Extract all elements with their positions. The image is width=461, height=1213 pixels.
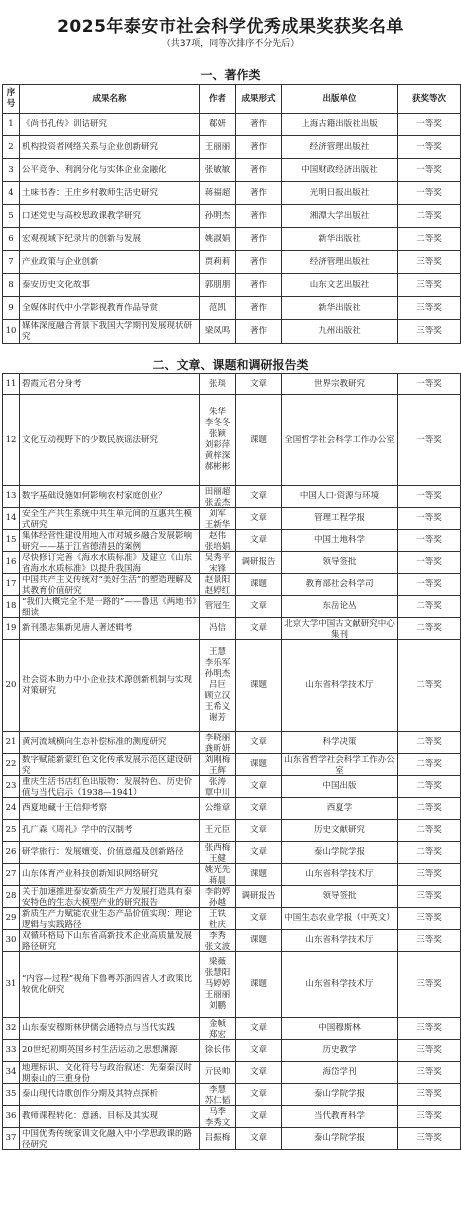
cell-form: 著作: [236, 114, 282, 136]
cell-form: 文章: [236, 908, 282, 930]
cell-name: 新刊墨志集新见唐人著述辑考: [20, 618, 200, 640]
table-row: [3, 274, 461, 297]
cell-number: 29: [3, 908, 20, 930]
table-row: [3, 508, 461, 530]
cell-form: 文章: [236, 596, 282, 618]
cell-award: 一等奖: [398, 395, 461, 486]
cell-name: “我们大概完全不是一路的”——鲁迅《两地书》细读: [20, 596, 200, 618]
cell-name: 双循环格局下山东省高新技术企业高质量发展路径研究: [20, 930, 200, 952]
cell-publisher: 东岳论丛: [282, 596, 398, 618]
cell-author: 梁凤鸣: [200, 320, 236, 344]
cell-form: 课题: [236, 864, 282, 886]
table-row: [3, 320, 461, 344]
cell-award: 三等奖: [398, 1084, 461, 1106]
cell-name: 中国优秀传统家训文化融入中小学思政课的路径研究: [20, 1128, 200, 1150]
table-header-row: [3, 85, 461, 114]
cell-author: 孙明杰: [200, 205, 236, 228]
cell-publisher: 当代教育科学: [282, 1106, 398, 1128]
cell-award: 一等奖: [398, 114, 461, 136]
header-form: 成果形式: [236, 85, 282, 114]
cell-number: 3: [3, 159, 20, 182]
cell-publisher: 北京大学中国古文献研究中心集刊: [282, 618, 398, 640]
cell-publisher: 山东文艺出版社: [282, 274, 398, 297]
cell-author: 公维章: [200, 798, 236, 820]
cell-form: 文章: [236, 1040, 282, 1062]
cell-form: 调研报告: [236, 886, 282, 908]
cell-number: 7: [3, 251, 20, 274]
cell-author: 张琰: [200, 374, 236, 395]
cell-award: 三等奖: [398, 274, 461, 297]
table-row: [3, 1128, 461, 1150]
cell-number: 14: [3, 508, 20, 530]
cell-name: 关于加速推进泰安新质生产力发展打造具有泰安特色的生态大模型产业的研究报告: [20, 886, 200, 908]
cell-award: 三等奖: [398, 952, 461, 1018]
cell-award: 一等奖: [398, 530, 461, 552]
cell-form: 课题: [236, 754, 282, 776]
cell-form: 课题: [236, 574, 282, 596]
cell-form: 文章: [236, 1128, 282, 1150]
table-row: [3, 1062, 461, 1084]
cell-award: 二等奖: [398, 842, 461, 864]
cell-name: 教师课程转化：意涵、目标及其实现: [20, 1106, 200, 1128]
cell-author: 马季 李秀文: [200, 1106, 236, 1128]
section-heading-articles: 二、文章、课题和调研报告类: [152, 358, 309, 372]
cell-author: 王丽丽: [200, 136, 236, 159]
cell-name: 数字赋能新蒙红色文化传承发展示范区建设研究: [20, 754, 200, 776]
cell-number: 35: [3, 1084, 20, 1106]
cell-form: 文章: [236, 842, 282, 864]
cell-form: 著作: [236, 159, 282, 182]
table-row: [3, 114, 461, 136]
cell-name: 重庆生活书店红色出版物：发展特色、历史价值与当代启示（1938—1941）: [20, 776, 200, 798]
cell-author: 李秀 张文波: [200, 930, 236, 952]
cell-award: 二等奖: [398, 732, 461, 754]
works-table-body: [3, 114, 461, 344]
cell-author: 赵景阳 赵婷红: [200, 574, 236, 596]
cell-publisher: 管理工程学报: [282, 508, 398, 530]
cell-name: 《尚书孔传》训诂研究: [20, 114, 200, 136]
header-publisher: 出版单位: [282, 85, 398, 114]
cell-form: 文章: [236, 1106, 282, 1128]
cell-form: 著作: [236, 320, 282, 344]
cell-name: 口述党史与高校思政课教学研究: [20, 205, 200, 228]
cell-name: 新质生产力赋能农业生态产品价值实现：理论逻辑与实践路径: [20, 908, 200, 930]
cell-name: 公平竞争、利润分化与实体企业金融化: [20, 159, 200, 182]
cell-name: 尽快修订完善《海水水质标准》及建立《山东省海水水质标准》以提升我国海: [20, 552, 200, 574]
cell-award: 一等奖: [398, 486, 461, 508]
cell-number: 25: [3, 820, 20, 842]
table-row: [3, 486, 461, 508]
cell-name: 土味书香：王庄乡村教师生活史研究: [20, 182, 200, 205]
cell-name: 媒体深度融合背景下我国大学期刊发展现状研究: [20, 320, 200, 344]
table-row: [3, 395, 461, 486]
table-row: [3, 1018, 461, 1040]
cell-author: 刘刚梅 王辉: [200, 754, 236, 776]
cell-form: 著作: [236, 182, 282, 205]
cell-name: 研学旅行：发展嬗变、价值意蕴及创新路径: [20, 842, 200, 864]
table-row: [3, 228, 461, 251]
table-row: [3, 1106, 461, 1128]
cell-name: 泰安历史文化故事: [20, 274, 200, 297]
cell-name: 数字基础设施如何影响农村家庭创业？: [20, 486, 200, 508]
cell-number: 17: [3, 574, 20, 596]
cell-publisher: 历史文献研究: [282, 820, 398, 842]
cell-publisher: 山东省科学技术厅: [282, 864, 398, 886]
cell-publisher: 中国生态农业学报（中英文）: [282, 908, 398, 930]
cell-author: 吴秀平 宋锋: [200, 552, 236, 574]
cell-form: 文章: [236, 1018, 282, 1040]
cell-author: 范凯: [200, 297, 236, 320]
cell-number: 16: [3, 552, 20, 574]
cell-award: 三等奖: [398, 297, 461, 320]
cell-author: 李慧 苏仁韬: [200, 1084, 236, 1106]
cell-award: 一等奖: [398, 182, 461, 205]
cell-name: 碧霞元君分身考: [20, 374, 200, 395]
table-row: [3, 952, 461, 1018]
cell-publisher: 泰山学院学报: [282, 842, 398, 864]
cell-publisher: 历史教学: [282, 1040, 398, 1062]
cell-publisher: 上海古籍出版社出版: [282, 114, 398, 136]
cell-form: 课题: [236, 640, 282, 732]
cell-author: 张涛 覃中川: [200, 776, 236, 798]
document-subtitle: （共37项，同等次排序不分先后）: [161, 39, 300, 49]
cell-award: 一等奖: [398, 574, 461, 596]
cell-award: 二等奖: [398, 776, 461, 798]
cell-publisher: 中国土地科学: [282, 530, 398, 552]
cell-form: 调研报告: [236, 552, 282, 574]
cell-publisher: 山东省哲学社会科学工作办公室: [282, 754, 398, 776]
cell-number: 23: [3, 776, 20, 798]
cell-form: 著作: [236, 297, 282, 320]
table-row: [3, 776, 461, 798]
cell-number: 10: [3, 320, 20, 344]
articles-table: [2, 373, 461, 1150]
cell-name: “内容—过程”视角下鲁粤苏浙四省人才政策比较优化研究: [20, 952, 200, 1018]
table-row: [3, 1040, 461, 1062]
cell-form: 课题: [236, 952, 282, 1018]
cell-publisher: 中国出版: [282, 776, 398, 798]
cell-number: 36: [3, 1106, 20, 1128]
table-row: [3, 930, 461, 952]
cell-number: 20: [3, 640, 20, 732]
cell-author: 赵伟 张培娟: [200, 530, 236, 552]
cell-award: 一等奖: [398, 552, 461, 574]
cell-name: 中国共产主义传统对“美好生活”的塑造理解及其教育价值研究: [20, 574, 200, 596]
cell-award: 二等奖: [398, 228, 461, 251]
table-row: [3, 820, 461, 842]
cell-form: 文章: [236, 374, 282, 395]
cell-form: 著作: [236, 205, 282, 228]
document-title: 2025年泰安市社会科学优秀成果奖获奖名单: [57, 17, 404, 37]
cell-name: 20世纪初期英国乡村生活运动之思想渊源: [20, 1040, 200, 1062]
cell-form: 文章: [236, 486, 282, 508]
cell-publisher: 领导签批: [282, 552, 398, 574]
cell-form: 文章: [236, 508, 282, 530]
cell-number: 5: [3, 205, 20, 228]
cell-award: 二等奖: [398, 820, 461, 842]
section-heading-works: 一、著作类: [200, 68, 261, 82]
table-row: [3, 596, 461, 618]
cell-name: 孔广森《周礼》学中的汉制考: [20, 820, 200, 842]
cell-award: 三等奖: [398, 1062, 461, 1084]
cell-publisher: 山东省科学技术厅: [282, 930, 398, 952]
header-author: 作者: [200, 85, 236, 114]
cell-publisher: 光明日报出版社: [282, 182, 398, 205]
cell-author: 吕振梅: [200, 1128, 236, 1150]
cell-award: 三等奖: [398, 1018, 461, 1040]
cell-form: 著作: [236, 274, 282, 297]
cell-name: 西夏地藏十王信仰考察: [20, 798, 200, 820]
cell-author: 姚淑娟: [200, 228, 236, 251]
cell-publisher: 泰山学院学报: [282, 1128, 398, 1150]
cell-award: 二等奖: [398, 640, 461, 732]
cell-name: 安全生产共生系统中共生单元间的互惠共生模式研究: [20, 508, 200, 530]
cell-author: 王慧 李乐军 孙明杰 吕巨 顾立汉 王希义 谢芳: [200, 640, 236, 732]
cell-number: 27: [3, 864, 20, 886]
cell-author: 王元臣: [200, 820, 236, 842]
cell-form: 课题: [236, 395, 282, 486]
cell-name: 产业政策与企业创新: [20, 251, 200, 274]
cell-number: 18: [3, 596, 20, 618]
cell-number: 24: [3, 798, 20, 820]
cell-number: 30: [3, 930, 20, 952]
cell-author: 郭朋朋: [200, 274, 236, 297]
table-row: [3, 754, 461, 776]
cell-name: 黄河流域横向生态补偿标准的测度研究: [20, 732, 200, 754]
cell-author: 李韵婷 孙越: [200, 886, 236, 908]
cell-award: 三等奖: [398, 886, 461, 908]
cell-number: 37: [3, 1128, 20, 1150]
cell-publisher: 泰山学院学报: [282, 1084, 398, 1106]
cell-name: 泰山现代诗歌创作分期及其特点探析: [20, 1084, 200, 1106]
cell-number: 31: [3, 952, 20, 1018]
cell-form: 文章: [236, 776, 282, 798]
cell-form: 文章: [236, 618, 282, 640]
cell-number: 28: [3, 886, 20, 908]
cell-number: 15: [3, 530, 20, 552]
cell-author: 徐长伟: [200, 1040, 236, 1062]
cell-number: 33: [3, 1040, 20, 1062]
cell-award: 一等奖: [398, 159, 461, 182]
table-row: [3, 552, 461, 574]
table-row: [3, 886, 461, 908]
cell-number: 26: [3, 842, 20, 864]
cell-publisher: 教育部社会科学司: [282, 574, 398, 596]
cell-publisher: 山东省科学技术厅: [282, 640, 398, 732]
cell-publisher: 中国财政经济出版社: [282, 159, 398, 182]
cell-number: 34: [3, 1062, 20, 1084]
table-row: [3, 251, 461, 274]
cell-form: 文章: [236, 798, 282, 820]
table-row: [3, 864, 461, 886]
cell-form: 著作: [236, 228, 282, 251]
cell-form: 课题: [236, 930, 282, 952]
table-row: [3, 574, 461, 596]
cell-award: 一等奖: [398, 508, 461, 530]
articles-table-body: [3, 374, 461, 1150]
table-row: [3, 374, 461, 395]
cell-publisher: 九州出版社: [282, 320, 398, 344]
header-number: 序号: [3, 85, 20, 114]
cell-publisher: 领导签批: [282, 886, 398, 908]
cell-number: 2: [3, 136, 20, 159]
cell-number: 9: [3, 297, 20, 320]
cell-award: 三等奖: [398, 908, 461, 930]
cell-name: 地理标识、文化符号与政治叙述：先秦秦汉时期泰山的三重身份: [20, 1062, 200, 1084]
cell-number: 4: [3, 182, 20, 205]
cell-form: 文章: [236, 820, 282, 842]
table-row: [3, 640, 461, 732]
cell-award: 三等奖: [398, 930, 461, 952]
table-row: [3, 205, 461, 228]
cell-publisher: 经济管理出版社: [282, 136, 398, 159]
cell-award: 二等奖: [398, 618, 461, 640]
cell-award: 二等奖: [398, 754, 461, 776]
cell-award: 三等奖: [398, 251, 461, 274]
cell-publisher: 中国穆斯林: [282, 1018, 398, 1040]
cell-author: 张敏敏: [200, 159, 236, 182]
header-name: 成果名称: [20, 85, 200, 114]
cell-name: 全媒体时代中小学影视教育作品导赏: [20, 297, 200, 320]
cell-award: 三等奖: [398, 864, 461, 886]
cell-author: 金帧 郑宏: [200, 1018, 236, 1040]
table-row: [3, 798, 461, 820]
cell-publisher: 中国人口·资源与环境: [282, 486, 398, 508]
cell-form: 文章: [236, 1084, 282, 1106]
cell-publisher: 经济管理出版社: [282, 251, 398, 274]
cell-author: 朱华 李冬冬 张颖 刘彩萍 黄梓深 郝彬彬: [200, 395, 236, 486]
cell-award: 三等奖: [398, 320, 461, 344]
table-row: [3, 159, 461, 182]
cell-number: 11: [3, 374, 20, 395]
cell-author: 冯信: [200, 618, 236, 640]
table-row: [3, 182, 461, 205]
cell-publisher: 海岱学刊: [282, 1062, 398, 1084]
cell-award: 二等奖: [398, 205, 461, 228]
cell-number: 1: [3, 114, 20, 136]
cell-number: 12: [3, 395, 20, 486]
table-row: [3, 618, 461, 640]
table-row: [3, 136, 461, 159]
cell-award: 二等奖: [398, 596, 461, 618]
table-row: [3, 732, 461, 754]
cell-publisher: 全国哲学社会科学工作办公室: [282, 395, 398, 486]
cell-award: 三等奖: [398, 1040, 461, 1062]
cell-author: 贾莉莉: [200, 251, 236, 274]
cell-name: 宏观视域下纪录片的创新与发展: [20, 228, 200, 251]
cell-award: 三等奖: [398, 1106, 461, 1128]
cell-publisher: 湘潭大学出版社: [282, 205, 398, 228]
cell-form: 文章: [236, 530, 282, 552]
cell-author: 管冠生: [200, 596, 236, 618]
cell-author: 亓民帅: [200, 1062, 236, 1084]
cell-award: 三等奖: [398, 1128, 461, 1150]
cell-number: 19: [3, 618, 20, 640]
table-row: [3, 842, 461, 864]
table-row: [3, 297, 461, 320]
cell-publisher: 山东省科学技术厅: [282, 952, 398, 1018]
cell-name: 山东泰安穆斯林伊儒会通特点与当代实践: [20, 1018, 200, 1040]
cell-number: 6: [3, 228, 20, 251]
cell-form: 文章: [236, 1062, 282, 1084]
cell-name: 山东体育产业科技创新知识网络研究: [20, 864, 200, 886]
cell-award: 一等奖: [398, 136, 461, 159]
cell-author: 郗妍: [200, 114, 236, 136]
cell-author: 姚光先 蒋晨: [200, 864, 236, 886]
cell-number: 22: [3, 754, 20, 776]
cell-publisher: 科学决策: [282, 732, 398, 754]
cell-name: 社会资本助力中小企业技术源创新机制与实现对策研究: [20, 640, 200, 732]
cell-publisher: 世界宗教研究: [282, 374, 398, 395]
cell-award: 二等奖: [398, 798, 461, 820]
cell-number: 13: [3, 486, 20, 508]
table-row: [3, 908, 461, 930]
cell-publisher: 新华出版社: [282, 228, 398, 251]
cell-publisher: 新华出版社: [282, 297, 398, 320]
cell-form: 著作: [236, 251, 282, 274]
cell-author: 刘军 王新华: [200, 508, 236, 530]
cell-number: 32: [3, 1018, 20, 1040]
cell-name: 文化互动视野下的少数民族谣法研究: [20, 395, 200, 486]
cell-form: 文章: [236, 732, 282, 754]
cell-name: 集体经营性建设用地入市对城乡融合发展影响研究——基于江省德清县的案例: [20, 530, 200, 552]
cell-author: 张西梅 王健: [200, 842, 236, 864]
cell-award: 一等奖: [398, 374, 461, 395]
cell-publisher: 西夏学: [282, 798, 398, 820]
table-row: [3, 530, 461, 552]
cell-author: 梁薇 张慧阳 马婷婷 王丽丽 刘鹏: [200, 952, 236, 1018]
cell-number: 21: [3, 732, 20, 754]
cell-author: 蒋福超: [200, 182, 236, 205]
cell-form: 著作: [236, 136, 282, 159]
cell-author: 王铁 杜庆: [200, 908, 236, 930]
cell-number: 8: [3, 274, 20, 297]
cell-name: 机构投资者网络关系与企业创新研究: [20, 136, 200, 159]
cell-author: 田丽超 张孟杰: [200, 486, 236, 508]
works-table: [2, 84, 461, 344]
cell-author: 李晓丽 龚昕妍: [200, 732, 236, 754]
header-award: 获奖等次: [398, 85, 461, 114]
table-row: [3, 1084, 461, 1106]
